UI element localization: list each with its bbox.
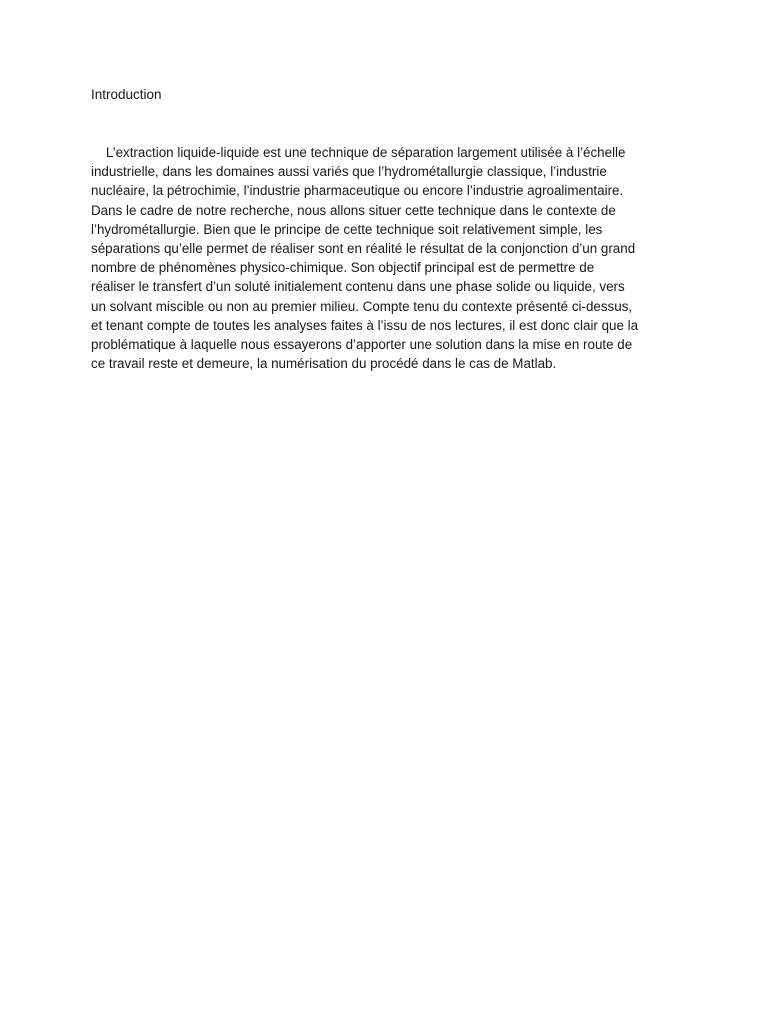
paragraph-line: l’hydrométallurgie. Bien que le principe de cette technique soit relativement simple, les (91, 221, 603, 237)
paragraph-line: L’extraction liquide-liquide est une technique de séparation largement utilisée à l’échelle (91, 145, 626, 160)
paragraph-line: séparations qu’elle permet de réaliser sont en réalité le résultat de la conjonction d’un grand (91, 241, 636, 257)
paragraph-line: un solvant miscible ou non au premier milieu. Compte tenu du contexte présenté ci-dessus, (91, 298, 633, 314)
paragraph-line: ce travail reste et demeure, la numérisation du procédé dans le cas de Matlab. (91, 356, 557, 372)
paragraph-line: et tenant compte de toutes les analyses faites à l’issu de nos lectures, il est donc clair que la (91, 317, 639, 333)
paragraph-line: industrielle, dans les domaines aussi variés que l’hydrométallurgie classique, l’industrie (91, 164, 607, 180)
section-heading: Introduction (91, 87, 162, 102)
paragraph-line: nombre de phénomènes physico-chimique. Son objectif principal est de permettre de (91, 260, 595, 276)
paragraph-line: réaliser le transfert d’un soluté initialement contenu dans une phase solide ou liquide, vers (91, 279, 625, 295)
paragraph-line: problématique à laquelle nous essayerons d’apporter une solution dans la mise en route de (91, 337, 633, 353)
paragraph-line: nucléaire, la pétrochimie, l’industrie pharmaceutique ou encore l’industrie agroalimentaire. (91, 183, 624, 199)
introduction-paragraph (91, 143, 691, 373)
paragraph-line: Dans le cadre de notre recherche, nous allons situer cette technique dans le contexte de (91, 202, 616, 218)
